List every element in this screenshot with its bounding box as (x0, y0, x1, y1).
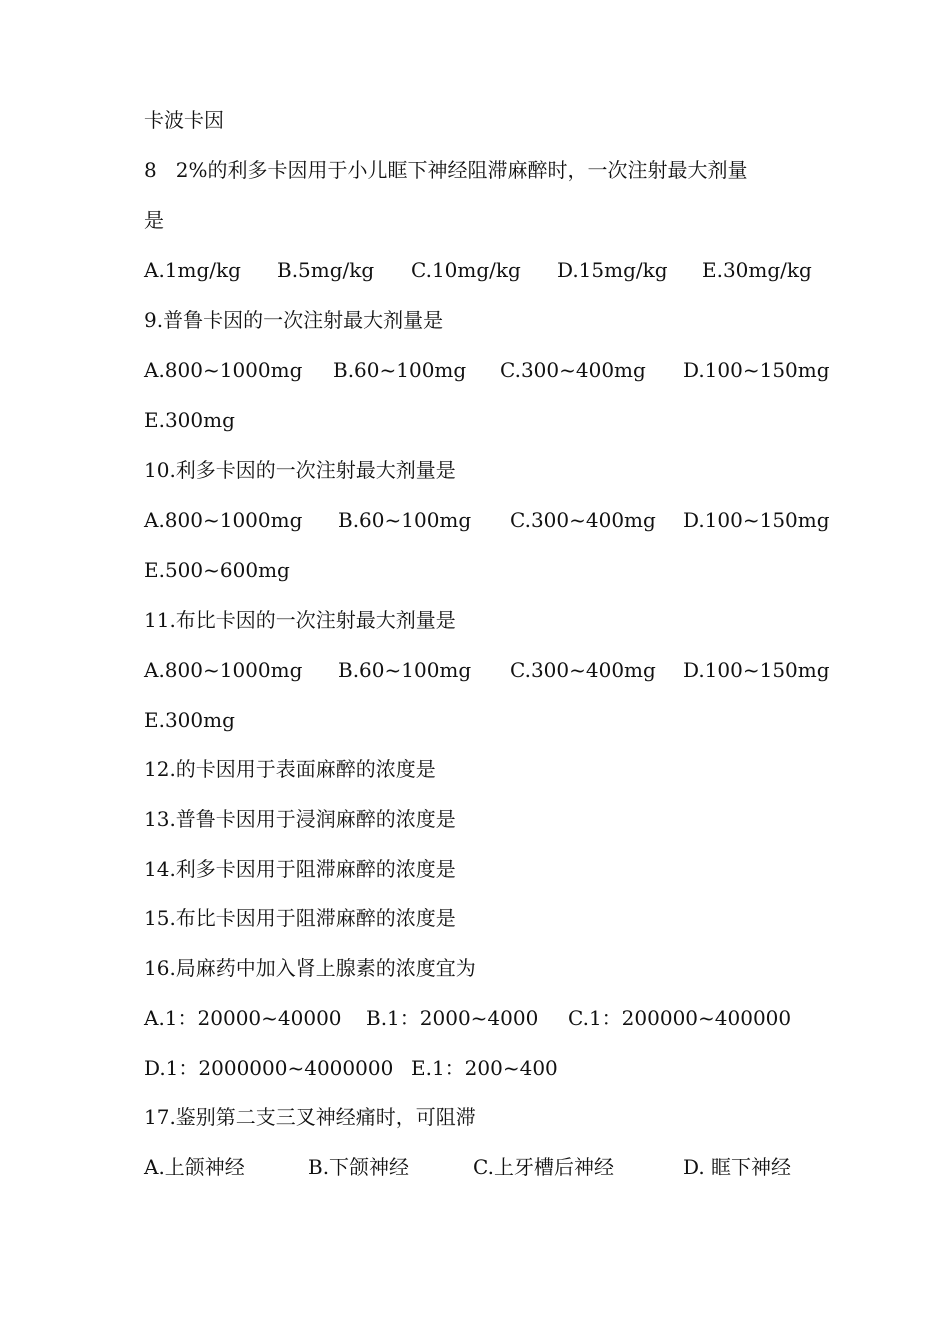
question-17-option-d: D. 眶下神经 (683, 1155, 792, 1179)
question-10-option-c: C.300~400mg (510, 508, 656, 532)
question-9-option-d: D.100~150mg (683, 358, 830, 382)
text-line: 卡波卡因 (144, 108, 224, 132)
question-8-option-b: B.5mg/kg (277, 258, 375, 282)
question-11-stem: 11.布比卡因的一次注射最大剂量是 (144, 608, 456, 632)
question-14-stem: 14.利多卡因用于阻滞麻醉的浓度是 (144, 857, 456, 881)
question-16-option-e: E.1：200~400 (411, 1056, 558, 1080)
question-12-stem: 12.的卡因用于表面麻醉的浓度是 (144, 757, 436, 781)
question-8-option-e: E.30mg/kg (702, 258, 812, 282)
question-16-option-d: D.1：2000000~4000000 (144, 1056, 394, 1080)
question-11-option-a: A.800~1000mg (144, 658, 303, 682)
question-16-stem: 16.局麻药中加入肾上腺素的浓度宜为 (144, 956, 476, 980)
question-8-stem: 8 2%的利多卡因用于小儿眶下神经阻滞麻醉时，一次注射最大剂量 (144, 158, 748, 182)
question-9-option-a: A.800~1000mg (144, 358, 303, 382)
question-16-option-a: A.1：20000~40000 (144, 1006, 342, 1030)
question-10-option-a: A.800~1000mg (144, 508, 303, 532)
question-10-stem: 10.利多卡因的一次注射最大剂量是 (144, 458, 456, 482)
question-11-option-e: E.300mg (144, 708, 235, 732)
question-8-option-c: C.10mg/kg (411, 258, 521, 282)
question-9-option-c: C.300~400mg (500, 358, 646, 382)
question-13-stem: 13.普鲁卡因用于浸润麻醉的浓度是 (144, 807, 456, 831)
question-11-option-d: D.100~150mg (683, 658, 830, 682)
question-8-option-d: D.15mg/kg (557, 258, 668, 282)
question-8-stem-cont: 是 (144, 208, 164, 232)
question-17-option-a: A.上颌神经 (144, 1155, 245, 1179)
question-9-stem: 9.普鲁卡因的一次注射最大剂量是 (144, 308, 444, 332)
question-11-option-b: B.60~100mg (338, 658, 472, 682)
question-10-option-e: E.500~600mg (144, 558, 290, 582)
question-15-stem: 15.布比卡因用于阻滞麻醉的浓度是 (144, 906, 456, 930)
question-9-option-b: B.60~100mg (333, 358, 467, 382)
question-10-option-d: D.100~150mg (683, 508, 830, 532)
question-17-option-b: B.下颌神经 (308, 1155, 410, 1179)
question-16-option-b: B.1：2000~4000 (366, 1006, 539, 1030)
question-17-option-c: C.上牙槽后神经 (473, 1155, 614, 1179)
question-10-option-b: B.60~100mg (338, 508, 472, 532)
question-17-stem: 17.鉴别第二支三叉神经痛时，可阻滞 (144, 1105, 476, 1129)
question-8-option-a: A.1mg/kg (144, 258, 241, 282)
question-16-option-c: C.1：200000~400000 (568, 1006, 792, 1030)
question-11-option-c: C.300~400mg (510, 658, 656, 682)
question-9-option-e: E.300mg (144, 408, 235, 432)
